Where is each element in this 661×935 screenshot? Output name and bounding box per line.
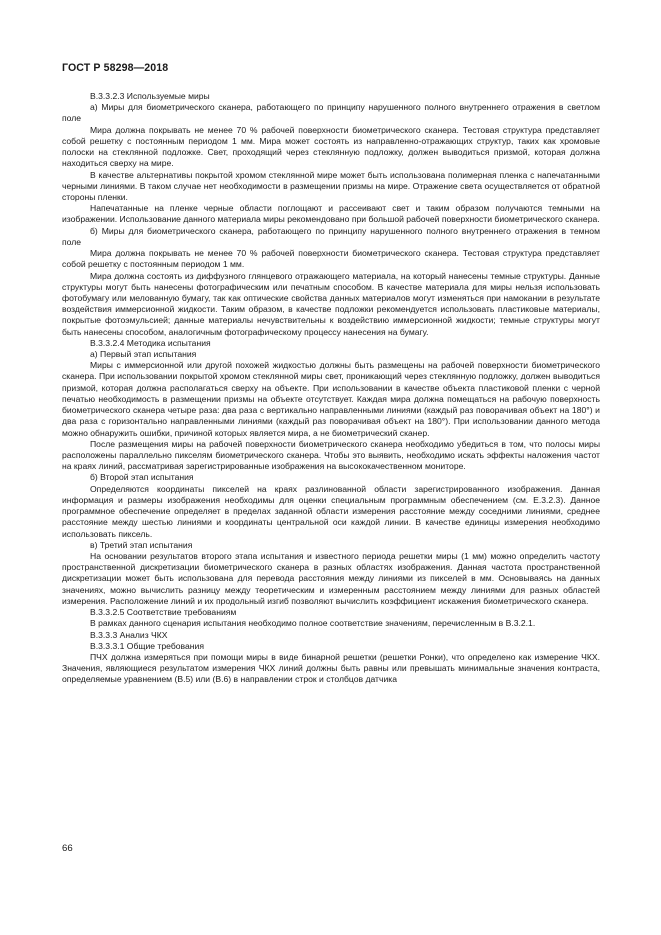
list-item-heading: б) Второй этап испытания (90, 472, 194, 483)
paragraph: После размещения миры на рабочей поверхности биометрического сканера необходимо убедиться в том, что полосы миры расположены параллельно пикселям биометрического сканера. Чтобы это выявить, необходимо искать эффекты наложения частот на краях линий, рассматривая зарегистрированные изображения на высококачественном мониторе. (62, 438, 600, 472)
document-body (62, 91, 600, 686)
list-item-heading: б) Миры для биометрического сканера, работающего по принципу нарушенного полного внутреннего отражения в темном поле (62, 225, 600, 247)
paragraph: Мира должна покрывать не менее 70 % рабочей поверхности биометрического сканера. Тестовая структура представляет собой решетку с постоянным периодом 1 мм. Мира может состоять из направленно-отражающих структур, таких как хромовые полоски на стеклянной подложке. Свет, проходящий через стеклянную подложку, должен выводиться призмой, которая должна находиться сверху на мире. (62, 124, 600, 169)
subsection-heading: В.3.3.2.5 Соответствие требованиям (90, 607, 237, 618)
subsection-heading: В.3.3.3 Анализ ЧКХ (90, 629, 168, 640)
list-item-heading: а) Миры для биометрического сканера, работающего по принципу нарушенного полного внутреннего отражения в светлом поле (62, 102, 600, 124)
paragraph: Определяются координаты пикселей на краях разлинованной области зарегистрированного изображения. Данная информация и размеры изображения необходимы для оценки специальным программным обеспечением (см. Е.3.2.3). Данное программное обеспечение определяет в пределах заданной области измерения расстояние между соседними линиями, среднее расстояние между шестью линиями и координаты центральной оси каждой линии. В качестве единицы измерения необходимо использовать пиксель. (62, 483, 600, 539)
document-header: ГОСТ Р 58298—2018 (62, 62, 169, 74)
paragraph: ПЧХ должна измеряться при помощи миры в виде бинарной решетки (решетки Ронки), что определено как измерение ЧКХ. Значения, являющиеся результатом измерения ЧКХ линий должны быть равны или превышать минимальные значения контраста, определяемые уравнением (В.5) или (В.6) в направлении строк и столбцов датчика (62, 651, 600, 685)
subsection-heading: В.3.3.2.4 Методика испытания (90, 337, 211, 348)
paragraph: Мира должна покрывать не менее 70 % рабочей поверхности биометрического сканера. Тестовая структура представляет собой решетку с постоянным периодом 1 мм. (62, 248, 600, 270)
list-item-heading: в) Третий этап испытания (90, 539, 193, 550)
subsection-heading: В.3.3.2.3 Используемые миры (90, 91, 210, 101)
subsection-heading: В.3.3.3.1 Общие требования (90, 640, 204, 651)
paragraph: Напечатанные на пленке черные области поглощают и рассеивают свет и таким образом получаются темными на изображении. Использование данного материала миры рекомендовано при большой рабочей поверхности биометрического сканера. (62, 203, 600, 225)
page-number: 66 (62, 843, 73, 854)
paragraph: Мира должна состоять из диффузного глянцевого отражающего материала, на который нанесены темные структуры. Данные структуры могут быть нанесены фотографическим или печатным способом. В качестве материала для миры нельзя использовать фотобумагу или мелованную бумагу, так как оптические свойства данных материалов могут изменяться при намокании в результате воздействия иммерсионной жидкости. Таким образом, в качестве подложки рекомендуется использовать пластиковые материалы, покрытые фотоэмульсией; данные материалы нечувствительны к воздействию иммерсионной жидкости; темные структуры могут быть нанесены способом, аналогичным фотографическому процессу нанесения на бумагу. (62, 270, 600, 337)
paragraph: На основании результатов второго этапа испытания и известного периода решетки миры (1 мм) можно определить частоту пространственной дискретизации биометрического сканера в разных областях изображения. Данная частота пространственной дискретизации может быть использована для перевода расстояния между линиями из пикселей в мм. Основываясь на данных значениях, можно вычислить разницу между теоретическим и измеренным расстоянием между линиями для разных областей измерения. Расположение линий и их продольный изгиб позволяют вычислить коэффициент искажения биометрического сканера. (62, 550, 600, 606)
paragraph: В рамках данного сценария испытания необходимо полное соответствие значениям, перечисленным в В.3.2.1. (90, 618, 536, 629)
paragraph: Миры с иммерсионной или другой похожей жидкостью должны быть размещены на рабочей поверхности биометрического сканера. При использовании покрытой хромом стеклянной миры свет, проникающий через стеклянную подложку, должен выводиться призмой, которая должна располагаться сверху на объекте. При использовании в качестве объекта пластиковой пленки с черной печатью необходимость в размещении призмы на объекте отсутствует. Каждая мира должна помещаться на рабочую поверхность биометрического сканера четыре раза: два раза с вертикально направленными линиями (каждый раз поворачивая объект на 180°) и два раза с горизонтально направленными линиями (каждый раз поворачивая объект на 180°). При использовании данного метода можно обнаружить ошибки, причиной которых является мира, а не биометрический сканер. (62, 360, 600, 438)
list-item-heading: а) Первый этап испытания (90, 349, 197, 360)
paragraph: В качестве альтернативы покрытой хромом стеклянной мире может быть использована полимерная пленка с напечатанными черными линиями. В таком случае нет необходимости в размещении призмы на мире. Отражение света осуществляется от обратной стороны пленки. (62, 169, 600, 202)
